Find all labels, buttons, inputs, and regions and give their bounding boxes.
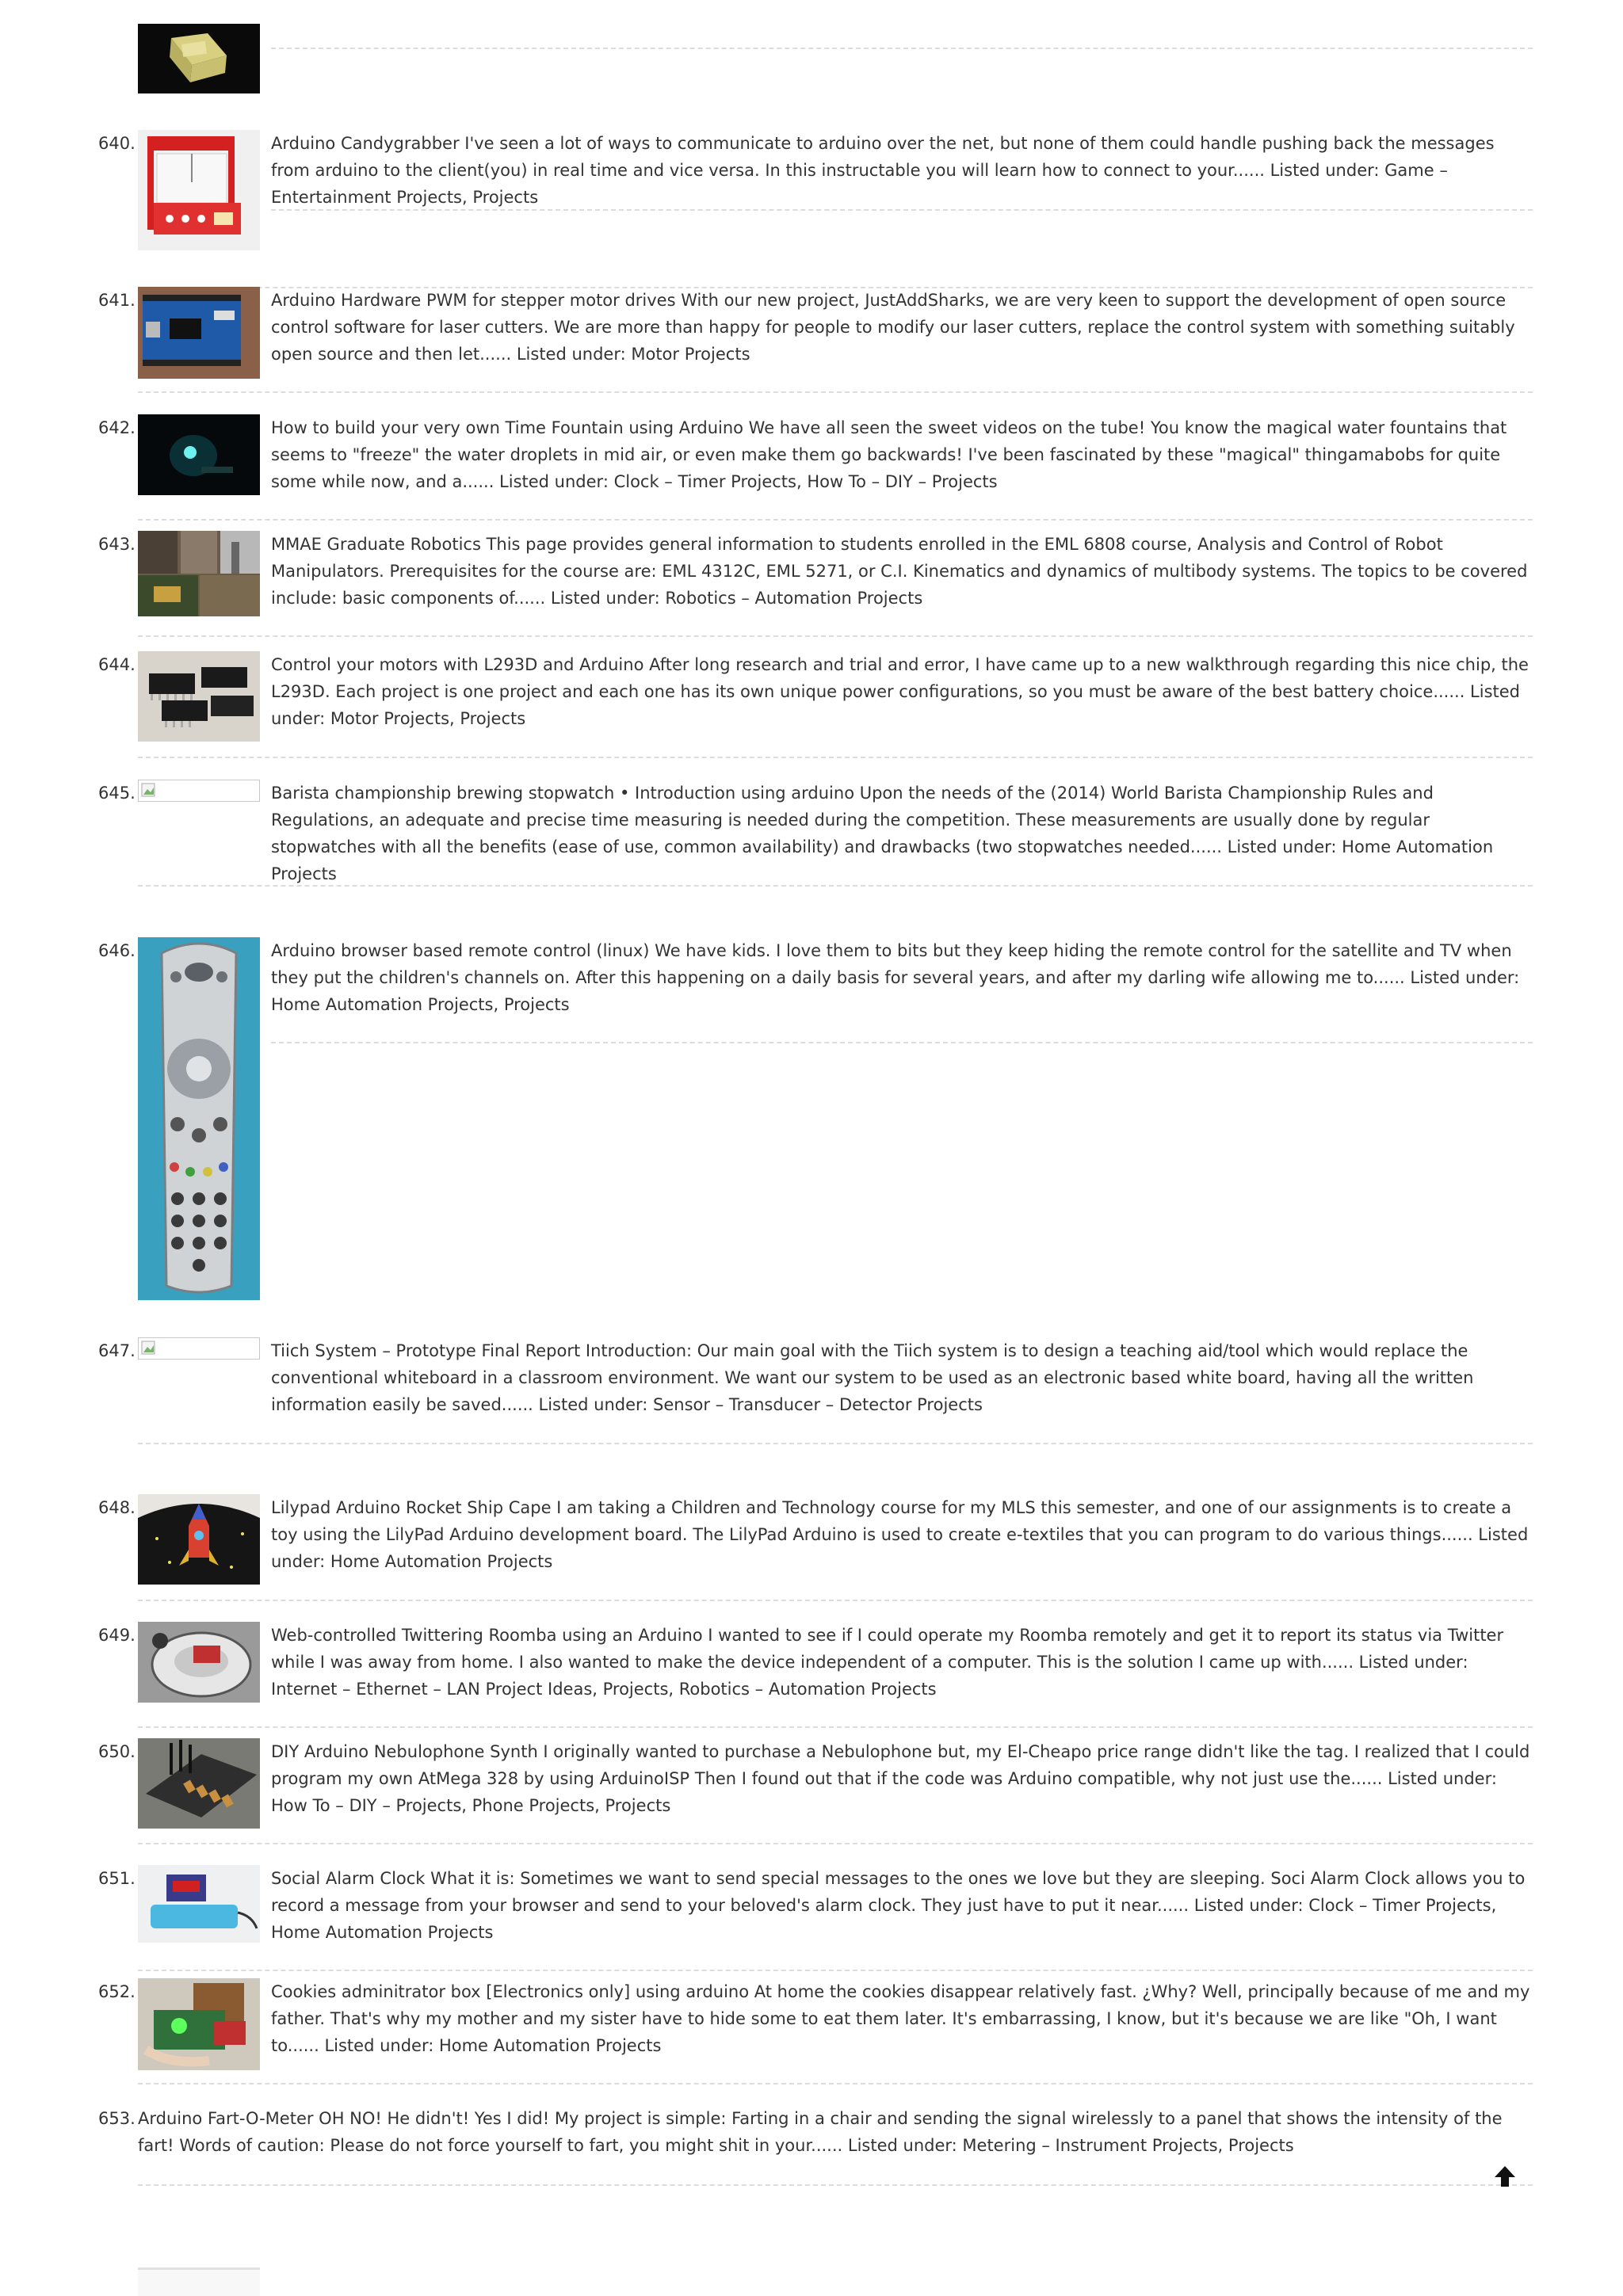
item-description[interactable]: Barista championship brewing stopwatch • Introduction using arduino Upon the needs of the (2014) World Barista Championship Rules and Regulations, an adequate and precise time measuring is needed during the competition. These measurements are usually done by regular stopwatches with all the benefits (ease of use, common availability) and drawbacks (two stopwatches needed...... Listed under: Home Automation Projects	[271, 784, 1494, 883]
item-description[interactable]: DIY Arduino Nebulophone Synth I originally wanted to purchase a Nebulophone but, my El-Cheapo price range didn't like the tag. I realized that I could program my own AtMega 328 by using ArduinoISP Then I found out that if the code was Arduino compatible, why not just use the...... Listed under: How To – DIY – Projects, Phone Projects, Projects	[271, 1742, 1530, 1815]
item-description[interactable]: Social Alarm Clock What it is: Sometimes we want to send special messages to the ones we love but they are sleeping. Soci Alarm Clock allows you to record a message from your browser and send to your beloved's alarm clock. They just have to put it near...... Listed under: Clock – Timer Projects, Home Automation Projects	[271, 1869, 1526, 1942]
thumbnail[interactable]	[138, 2267, 260, 2296]
thumbnail[interactable]	[138, 1622, 260, 1703]
broken-image-icon[interactable]	[138, 780, 260, 802]
item-description[interactable]: Control your motors with L293D and Arduino After long research and trial and error, I have came up to a new walkthrough regarding this nice chip, the L293D. Each project is one project and each one has its own unique power configurations, so you must be aware of the best battery choice...... Listed under: Motor Projects, Projects	[271, 655, 1529, 728]
item-number: 652.	[98, 1982, 136, 2001]
broken-image-icon[interactable]	[138, 1337, 260, 1360]
item-number: 653.	[98, 2109, 136, 2128]
l293d-chips-photo	[138, 651, 260, 742]
thumbnail[interactable]	[138, 1978, 260, 2070]
thumbnail[interactable]	[138, 531, 260, 616]
rocket-cape-photo	[138, 1494, 260, 1585]
alarm-clock-photo	[138, 1865, 260, 1943]
enclosure-box-photo	[138, 24, 260, 93]
item-number: 649.	[98, 1626, 136, 1645]
item-description[interactable]: Arduino Hardware PWM for stepper motor drives With our new project, JustAddSharks, we are very keen to support the development of open source control software for laser cutters. We are more than happy for people to modify our laser cutters, replace the control system with something suitably open source and then let...... Listed under: Motor Projects	[271, 291, 1515, 364]
thumbnail[interactable]	[138, 1865, 260, 1943]
item-number: 646.	[98, 941, 136, 960]
item-number: 642.	[98, 418, 136, 437]
item-number: 640.	[98, 134, 136, 153]
item-description[interactable]: How to build your very own Time Fountain using Arduino We have all seen the sweet videos on the tube! You know the magical water fountains that seems to "freeze" the water droplets in mid air, or even make them go backwards! I've been fascinated by these "magical" thingamabobs for quite some while now, and a...... Listed under: Clock – Timer Projects, How To – DIY – Projects	[271, 418, 1507, 491]
item-description[interactable]: Arduino Candygrabber I've seen a lot of ways to communicate to arduino over the net, but none of them could handle pushing back the messages from arduino to the client(you) in real time and vice versa. In this instructable you will learn how to connect to your...... Listed under: Game – Entertainment Projects, Projects	[271, 134, 1495, 207]
tv-remote-photo	[138, 937, 260, 1300]
item-number: 641.	[98, 291, 136, 310]
roomba-photo	[138, 1622, 260, 1703]
item-number: 644.	[98, 655, 136, 674]
item-number: 650.	[98, 1742, 136, 1761]
thumbnail[interactable]	[138, 937, 260, 1300]
nebulophone-synth-photo	[138, 1738, 260, 1829]
back-to-top-button[interactable]	[1491, 2163, 1518, 2190]
thumbnail[interactable]	[138, 1494, 260, 1585]
item-description[interactable]: Web-controlled Twittering Roomba using an Arduino I wanted to see if I could operate my Roomba remotely and get it to report its status via Twitter while I was away from home. I also wanted to make the device independent of a computer. This is the solution I came up with...... Listed under: Internet – Ethernet – LAN Project Ideas, Projects, Robotics – Automation Projects	[271, 1626, 1504, 1699]
item-description[interactable]: Tiich System – Prototype Final Report Introduction: Our main goal with the Tiich system is to design a teaching aid/tool which would replace the conventional whiteboard in a classroom environment. We want our system to be used as an electronic based white board, having all the written information easily be saved...... Listed under: Sensor – Transducer – Detector Projects	[271, 1341, 1474, 1414]
item-description[interactable]: MMAE Graduate Robotics This page provides general information to students enrolled in the EML 6808 course, Analysis and Control of Robot Manipulators. Prerequisites for the course are: EML 4312C, EML 5271, or C.I. Kinematics and dynamics of multibody systems. The topics to be covered include: basic components of...... Listed under: Robotics – Automation Projects	[271, 535, 1528, 608]
cookie-box-photo	[138, 1978, 260, 2070]
item-number: 648.	[98, 1498, 136, 1517]
thumbnail[interactable]	[138, 1738, 260, 1829]
thumbnail[interactable]	[138, 651, 260, 742]
arduino-mega-board-photo	[138, 287, 260, 379]
item-number: 643.	[98, 535, 136, 554]
item-description[interactable]: Arduino browser based remote control (linux) We have kids. I love them to bits but they keep hiding the remote control for the satellite and TV when they put the children's channels on. After this happening on a daily basis for several years, and after my darling wife allowing me to...... Listed under: Home Automation Projects, Projects	[271, 941, 1520, 1014]
thumbnail-639[interactable]	[138, 24, 260, 93]
item-text: Arduino Fart-O-Meter OH NO! He didn't! Yes I did! My project is simple: Farting in a chair and sending the signal wirelessly to a panel that shows the intensity of the fart! Words of caution: Please do not force yourself to fart, you might shit in your...... Listed under: Metering – Instrument Projects, Projects	[138, 2109, 1503, 2155]
item-number: 651.	[98, 1869, 136, 1888]
item-description[interactable]: Cookies adminitrator box [Electronics only] using arduino At home the cookies disappear relatively fast. ¿Why? Well, principally because of me and my father. That's why my mother and my sister have to hide some to eat them later. It's embarrassing, I know, but it's because we are like "Oh, I want to...... Listed under: Home Automation Projects	[271, 1982, 1530, 2055]
candy-grabber-photo	[138, 130, 260, 250]
thumbnail[interactable]	[138, 130, 260, 250]
arrow-up-icon	[1491, 2163, 1518, 2190]
thumbnail[interactable]	[138, 287, 260, 379]
time-fountain-photo	[138, 414, 260, 495]
item-description-653[interactable]	[98, 2105, 1541, 2159]
item-description[interactable]: Lilypad Arduino Rocket Ship Cape I am taking a Children and Technology course for my MLS this semester, and one of our assignments is to create a toy using the LilyPad Arduino development board. The LilyPad Arduino is used to create e-textiles that you can program to do various things...... Listed under: Home Automation Projects	[271, 1498, 1529, 1571]
thumbnail[interactable]	[138, 414, 260, 495]
item-number: 647.	[98, 1341, 136, 1360]
robotics-lab-photo	[138, 531, 260, 616]
item-number: 645.	[98, 784, 136, 803]
